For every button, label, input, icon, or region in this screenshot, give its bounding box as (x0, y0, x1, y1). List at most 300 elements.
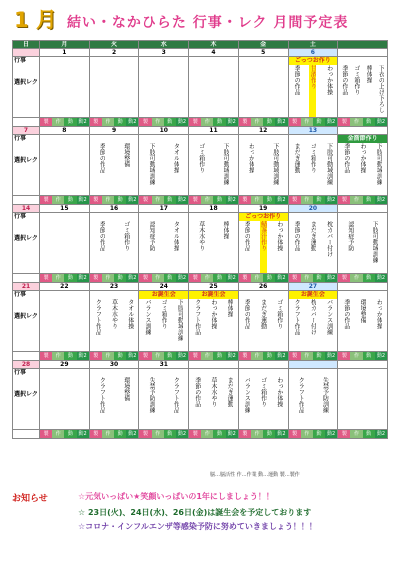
tag-label-cell (13, 196, 40, 205)
activity-tag: 製 (338, 430, 350, 438)
activity-tag: 動2 (375, 118, 387, 126)
tag-cell (40, 196, 90, 205)
date-cell: 27 (288, 283, 338, 291)
rec-list (189, 221, 238, 273)
tag-strip (139, 196, 188, 204)
date-row (13, 205, 388, 213)
rec-list (189, 299, 238, 351)
rec-item: わっか体操 (325, 65, 333, 95)
rec-item: 下肢可動域訓練 (375, 143, 383, 185)
rec-list (289, 143, 338, 195)
rec-item: タオル体操 (126, 299, 134, 329)
rec-item: 失禁予防訓練 (321, 377, 329, 413)
rec-item: 季節の作品 (98, 143, 106, 173)
week-row (13, 369, 388, 430)
activity-tag: 作 (201, 196, 213, 204)
event-badge (239, 57, 288, 65)
activity-tag: 作 (350, 196, 362, 204)
rec-item: 季節の作品 (243, 221, 251, 251)
activity-tag: 製 (239, 274, 251, 282)
day-cell[interactable] (139, 213, 189, 274)
activity-tag: 動 (114, 274, 126, 282)
activity-tag: 動 (213, 274, 225, 282)
activity-tag: 動 (363, 430, 375, 438)
rec-item: 失禁予防訓練 (148, 377, 156, 413)
rec-list (40, 65, 89, 117)
date-cell (288, 361, 338, 369)
activity-tag: 作 (251, 430, 263, 438)
activity-tag: 動2 (327, 197, 336, 203)
event-badge: ごっつお作り (289, 57, 338, 65)
rec-item: 棒体操 (365, 65, 373, 83)
label-rec: 選択レク (14, 235, 38, 242)
activity-tag: 動2 (128, 119, 137, 125)
rec-item: 棒体操 (222, 221, 230, 239)
day-cell[interactable] (40, 135, 90, 196)
weekday-cell: 土 (288, 41, 338, 49)
weekday-cell: 水 (139, 41, 189, 49)
activity-tag: 動2 (277, 197, 286, 203)
day-cell[interactable] (238, 135, 288, 196)
rec-item: バランス訓練 (243, 377, 251, 413)
row-label (13, 291, 40, 352)
date-cell: 28 (13, 361, 40, 369)
activity-tag: 作 (201, 118, 213, 126)
rec-list (289, 65, 338, 117)
day-cell[interactable] (139, 135, 189, 196)
activity-tag: 製 (289, 352, 301, 360)
activity-tag: 動2 (375, 196, 387, 204)
activity-tag: 製 (239, 430, 251, 438)
rec-list (289, 221, 338, 273)
rec-list (90, 299, 139, 351)
tag-cell (288, 430, 338, 439)
day-cell[interactable] (139, 291, 189, 352)
activity-tag: 動 (363, 196, 375, 204)
tag-cell (238, 430, 288, 439)
tag-cell (189, 352, 239, 361)
tag-strip (90, 196, 139, 204)
activity-tag: 動 (114, 352, 126, 360)
label-event: 行事 (14, 291, 27, 298)
activity-tag: 作 (350, 430, 362, 438)
legend: 脳…脳活性 作…作業 動…運動 製…製作 (210, 472, 300, 478)
tag-strip (338, 430, 387, 438)
rec-list (289, 377, 338, 429)
rec-item: タオル体操 (172, 143, 180, 173)
activity-tag: 製 (338, 118, 350, 126)
tag-row (13, 274, 388, 283)
week-row (13, 213, 388, 274)
activity-tag: 作 (102, 274, 114, 282)
rec-item: 環境整備 (359, 299, 367, 323)
date-cell: 24 (139, 283, 189, 291)
tag-strip (189, 274, 238, 282)
date-cell: 22 (40, 283, 90, 291)
activity-tag: 製 (289, 274, 301, 282)
rec-item: 棒体操 (226, 299, 234, 317)
activity-tag: 動 (363, 118, 375, 126)
day-cell[interactable] (89, 213, 139, 274)
rec-item: 認知症予防 (148, 221, 156, 251)
tag-strip (139, 118, 188, 126)
day-cell[interactable] (338, 291, 388, 352)
activity-tag: 動2 (128, 431, 137, 437)
activity-tag: 製 (40, 430, 52, 438)
day-cell[interactable] (338, 369, 388, 430)
date-cell: 4 (189, 49, 239, 57)
date-row (13, 127, 388, 135)
date-cell: 9 (89, 127, 139, 135)
activity-tag: 製 (139, 352, 151, 360)
activity-tag: 動 (213, 352, 225, 360)
tag-cell (89, 118, 139, 127)
day-cell[interactable] (189, 57, 239, 118)
activity-tag: 製 (189, 352, 201, 360)
weekday-header (13, 41, 388, 49)
rec-item: まだぎ運動 (293, 143, 301, 173)
rec-list (189, 143, 238, 195)
event-badge (239, 135, 288, 143)
date-cell: 16 (89, 205, 139, 213)
day-cell[interactable] (89, 369, 139, 430)
rec-item: まだぎ運動 (309, 221, 317, 251)
rec-item: ゴミ箱作り (122, 221, 130, 251)
date-cell: 21 (13, 283, 40, 291)
rec-list (40, 143, 89, 195)
notice-line-2: ☆ 23日(火)、24日(水)、26日(金)は誕生会を予定しております (78, 508, 312, 517)
title-text: 結い・なかひらた 行事・レク 月間予定表 (66, 15, 349, 31)
event-badge (40, 369, 89, 377)
tag-row (13, 430, 388, 439)
tag-cell (288, 274, 338, 283)
activity-tag: 製 (239, 352, 251, 360)
tag-strip (338, 274, 387, 282)
tag-cell (40, 118, 90, 127)
activity-tag: 製 (90, 274, 102, 282)
rec-item: クラフト作品 (94, 299, 102, 335)
day-cell[interactable] (89, 57, 139, 118)
week-row (13, 291, 388, 352)
day-cell[interactable] (89, 291, 139, 352)
activity-tag: 作 (152, 196, 164, 204)
label-rec: 選択レク (14, 391, 38, 398)
event-badge (90, 369, 139, 377)
event-badge (139, 213, 188, 221)
activity-tag: 動 (363, 274, 375, 282)
rec-item: わっか体操 (275, 221, 283, 251)
day-cell[interactable] (338, 213, 388, 274)
date-cell: 6 (288, 49, 338, 57)
date-cell (338, 49, 388, 57)
tag-strip (239, 352, 288, 360)
activity-tag: 動 (114, 118, 126, 126)
tag-cell (288, 352, 338, 361)
label-rec: 選択レク (14, 313, 38, 320)
activity-tag: 動2 (327, 275, 336, 281)
date-cell (338, 127, 388, 135)
tag-cell (189, 430, 239, 439)
row-label (13, 135, 40, 196)
activity-tag: 製 (90, 118, 102, 126)
activity-tag: 製 (139, 196, 151, 204)
activity-tag: 製 (338, 196, 350, 204)
rec-item: バランス訓練 (144, 299, 152, 335)
activity-tag: 作 (350, 274, 362, 282)
tag-strip (189, 430, 238, 438)
activity-tag: 製 (189, 118, 201, 126)
activity-tag: 製 (90, 430, 102, 438)
day-cell[interactable] (40, 291, 90, 352)
tag-cell (40, 430, 90, 439)
activity-tag: 作 (251, 118, 263, 126)
activity-tag: 動 (313, 196, 325, 204)
date-cell: 30 (89, 361, 139, 369)
tag-cell (338, 118, 388, 127)
rec-item: ゴミ箱作り (259, 377, 267, 407)
rec-list (90, 65, 139, 117)
event-badge (338, 291, 387, 299)
rec-item: 下肢可動域訓練 (325, 143, 333, 185)
activity-tag: 動2 (78, 431, 87, 437)
activity-tag: 動 (213, 430, 225, 438)
tag-cell (89, 430, 139, 439)
tag-strip (338, 196, 387, 204)
activity-tag: 製 (40, 274, 52, 282)
rec-item: 季節の作品 (293, 65, 301, 95)
day-cell[interactable] (238, 291, 288, 352)
rec-list (338, 377, 387, 429)
event-badge (90, 213, 139, 221)
day-cell[interactable] (238, 369, 288, 430)
day-cell[interactable] (189, 135, 239, 196)
calendar-table (12, 40, 388, 439)
date-cell: 10 (139, 127, 189, 135)
day-cell[interactable] (238, 213, 288, 274)
activity-tag: 動 (263, 274, 275, 282)
date-cell (238, 361, 288, 369)
activity-tag: 製 (289, 196, 301, 204)
event-badge (40, 213, 89, 221)
event-badge: お誕生会 (139, 291, 188, 299)
activity-tag: 動2 (177, 275, 187, 281)
row-label (13, 57, 40, 118)
rec-item: 季節の作品 (193, 377, 201, 407)
tag-strip (90, 274, 139, 282)
day-cell[interactable] (40, 57, 90, 118)
day-cell[interactable] (189, 291, 239, 352)
rec-item: クラフト作品 (98, 377, 106, 413)
activity-tag: 動 (114, 196, 126, 204)
weekday-cell: 日 (13, 41, 40, 49)
label-event: 行事 (14, 369, 27, 376)
tag-strip (139, 430, 188, 438)
activity-tag: 作 (52, 274, 64, 282)
activity-tag: 製 (40, 118, 52, 126)
week-row (13, 57, 388, 118)
activity-tag: 動2 (227, 275, 236, 281)
tag-cell (189, 118, 239, 127)
rec-item: ゴミ箱作り (353, 65, 360, 95)
activity-tag: 動2 (375, 430, 387, 438)
rec-list (239, 299, 288, 351)
tag-cell (139, 118, 189, 127)
tag-cell (40, 274, 90, 283)
day-cell[interactable] (139, 57, 189, 118)
tag-cell (338, 196, 388, 205)
date-cell: 3 (139, 49, 189, 57)
activity-tag: 動 (263, 118, 275, 126)
activity-tag: 製 (338, 352, 350, 360)
tag-strip (239, 430, 288, 438)
day-cell[interactable] (189, 369, 239, 430)
rec-item: クラフト作品 (293, 299, 301, 335)
activity-tag: 作 (52, 430, 64, 438)
notice-line-3: ☆コロナ・インフルエンザ等感染予防に努めていきましょう！！！ (78, 522, 317, 531)
rec-item: 季節の作品 (342, 299, 350, 329)
date-cell: 20 (288, 205, 338, 213)
date-cell: 2 (89, 49, 139, 57)
rec-list (189, 65, 238, 117)
tag-cell (139, 430, 189, 439)
tag-cell (89, 352, 139, 361)
day-cell[interactable] (338, 57, 388, 118)
tag-cell (189, 274, 239, 283)
activity-tag: 作 (251, 274, 263, 282)
day-cell[interactable] (40, 369, 90, 430)
rec-item: 草木水やり (110, 299, 118, 329)
activity-tag: 作 (201, 274, 213, 282)
activity-tag: 動2 (177, 197, 187, 203)
event-badge (40, 57, 89, 65)
activity-tag: 作 (201, 352, 213, 360)
date-cell: 29 (40, 361, 90, 369)
activity-tag: 動2 (375, 274, 387, 282)
event-badge (338, 57, 387, 65)
rec-list (289, 299, 338, 351)
day-cell[interactable] (288, 369, 338, 430)
activity-tag: 動 (263, 352, 275, 360)
event-badge: 金箭節作り (338, 135, 387, 143)
activity-tag: 動 (313, 352, 325, 360)
activity-tag: 動2 (128, 353, 137, 359)
event-badge (289, 135, 338, 143)
event-badge: お誕生会 (289, 291, 338, 299)
day-cell[interactable] (189, 213, 239, 274)
tag-cell (338, 352, 388, 361)
event-badge (90, 135, 139, 143)
day-cell[interactable] (238, 57, 288, 118)
tag-cell (238, 196, 288, 205)
activity-tag: 製 (139, 274, 151, 282)
activity-tag: 動2 (277, 275, 286, 281)
day-cell[interactable] (288, 135, 338, 196)
rec-item: ゴミ箱作り (197, 143, 205, 173)
activity-tag: 作 (201, 430, 213, 438)
rec-list (239, 377, 288, 429)
activity-tag: 動2 (277, 119, 286, 125)
activity-tag: 動2 (128, 275, 137, 281)
activity-tag: 作 (152, 430, 164, 438)
event-badge (189, 369, 238, 377)
day-cell[interactable] (139, 369, 189, 430)
date-cell: 19 (238, 205, 288, 213)
date-row (13, 283, 388, 291)
title-month: 1 月 (14, 8, 57, 32)
activity-tag: 動2 (277, 431, 286, 437)
rec-item: まだぎ運動 (226, 377, 234, 407)
tag-strip (289, 196, 338, 204)
activity-tag: 動 (164, 196, 176, 204)
event-badge (139, 369, 188, 377)
tag-strip (90, 352, 139, 360)
label-event: 行事 (14, 135, 27, 142)
activity-tag: 作 (152, 274, 164, 282)
tag-row (13, 352, 388, 361)
activity-tag: 製 (189, 196, 201, 204)
tag-cell (40, 352, 90, 361)
activity-tag: 動 (164, 118, 176, 126)
notice-line-1: ☆元気いっぱい★笑顔いっぱいの1年にしましょう！！ (78, 492, 274, 501)
rec-item: 枕カバー付け (325, 221, 333, 257)
tag-strip (289, 352, 338, 360)
day-cell[interactable] (288, 57, 338, 118)
tag-cell (288, 118, 338, 127)
page-title (14, 4, 386, 30)
label-event: 行事 (14, 57, 27, 64)
rec-list (338, 65, 387, 117)
event-badge (40, 135, 89, 143)
tag-cell (238, 352, 288, 361)
date-cell: 15 (40, 205, 90, 213)
tag-cell (288, 196, 338, 205)
day-cell[interactable] (89, 135, 139, 196)
event-badge (90, 57, 139, 65)
tag-strip (139, 352, 188, 360)
day-cell[interactable] (288, 291, 338, 352)
tag-cell (338, 274, 388, 283)
tag-strip (40, 274, 89, 282)
activity-tag: 作 (152, 118, 164, 126)
activity-tag: 動 (313, 118, 325, 126)
day-cell[interactable] (288, 213, 338, 274)
activity-tag: 動2 (78, 275, 87, 281)
event-badge (338, 213, 387, 221)
activity-tag: 製 (289, 118, 301, 126)
activity-tag: 作 (251, 352, 263, 360)
rec-item: 季節の作品 (340, 65, 348, 95)
day-cell[interactable] (338, 135, 388, 196)
activity-tag: 動 (64, 352, 76, 360)
tag-row (13, 118, 388, 127)
activity-tag: 動 (64, 196, 76, 204)
rec-item: 環境整備 (122, 377, 130, 401)
weekday-cell: 月 (40, 41, 90, 49)
day-cell[interactable] (40, 213, 90, 274)
activity-tag: 動 (213, 118, 225, 126)
date-cell: 7 (13, 127, 40, 135)
rec-item: 下衣の上げ下ろし (377, 65, 385, 113)
tag-strip (239, 118, 288, 126)
rec-item: わっか体操 (209, 299, 217, 329)
label-rec: 選択レク (14, 79, 38, 86)
tag-cell (238, 274, 288, 283)
rec-item: 下肢可動域訓練 (271, 143, 279, 185)
activity-tag: 製 (289, 430, 301, 438)
rec-item: 下肢可動域訓練 (176, 299, 184, 341)
tag-cell (89, 196, 139, 205)
weekday-cell: 火 (89, 41, 139, 49)
